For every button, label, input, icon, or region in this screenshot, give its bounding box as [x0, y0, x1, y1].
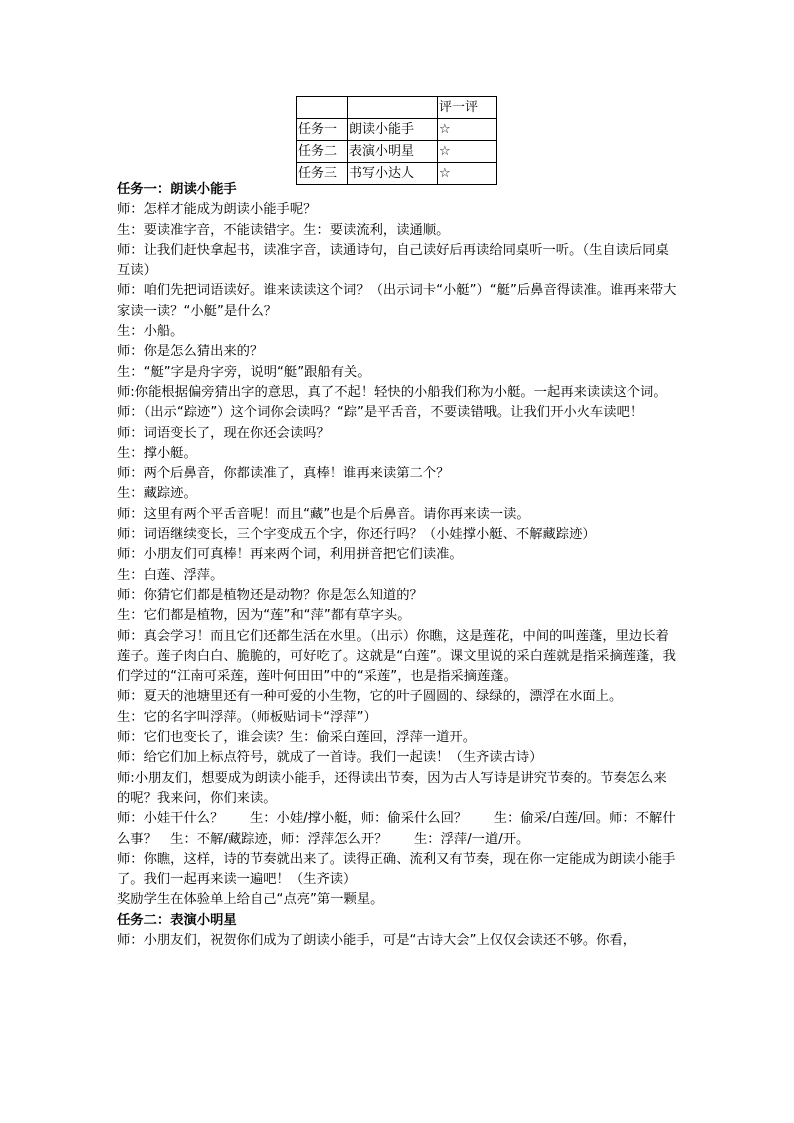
- transcript-paragraph: 生：它们都是植物，因为“莲”和“萍”都有草字头。: [117, 608, 411, 624]
- transcript-paragraph: 师：你猜它们都是植物还是动物？你是怎么知道的？: [117, 587, 423, 603]
- transcript-paragraph: 师：给它们加上标点符号，就成了一首诗。我们一起读！（生齐读古诗）: [117, 750, 543, 766]
- transcript-paragraph: 师：词语变长了，现在你还会读吗？: [117, 425, 330, 441]
- table-cell: [297, 97, 348, 119]
- transcript-paragraph: 师:小朋友们，想要成为朗读小能手，还得读出节奏，因为古人写诗是讲究节奏的。节奏怎么来的呢？我来问，你们来读。: [117, 770, 667, 806]
- table-cell: 任务二: [297, 141, 348, 163]
- transcript-paragraph: 师：让我们赶快拿起书，读准字音，读通诗句，自己读好后再读给同桌听一听。（生自读后同桌互读）: [117, 242, 669, 279]
- transcript-paragraph: 师：夏天的池塘里还有一种可爱的小生物，它的叶子圆圆的、绿绿的，漂浮在水面上。: [117, 689, 623, 705]
- star-rating-cell: ☆: [438, 119, 497, 141]
- transcript-paragraph: 师：咱们先把词语读好。谁来读读这个词？（出示词卡“小艇”）“艇”后鼻音得读准。谁再来带大家读一读？“小艇”是什么？: [117, 283, 677, 319]
- transcript-paragraph: 师:你能根据偏旁猜出字的意思，真了不起！轻快的小船我们称为小艇。一起再来读读这个词。: [117, 384, 667, 400]
- table-cell: 书写小达人: [348, 163, 438, 185]
- transcript-paragraph: 生：要读准字音，不能读错字。生：要读流利，读通顺。: [117, 222, 450, 238]
- transcript-paragraph: 师：（出示“踪迹”）这个词你会读吗？“踪”是平舌音，不要读错哦。让我们开小火车读吧！: [117, 405, 644, 421]
- transcript-paragraph: 师：两个后鼻音，你都读准了，真棒！谁再来读第二个？: [117, 466, 450, 482]
- transcript-paragraph: 师：怎样才能成为朗读小能手呢？: [117, 202, 317, 218]
- transcript-paragraph: 生：它的名字叫浮萍。（师板贴词卡“浮萍”）: [117, 709, 377, 725]
- transcript-paragraph: 师：真会学习！而且它们还都生活在水里。（出示）你瞧，这是莲花，中间的叫莲蓬，里边长着莲子。莲子肉白白、脆脆的，可好吃了。这就是“白莲”。课文里说的采白莲就是指采摘莲蓬，我们学过的“江南可采莲，莲叶何田田”中的“采莲”，也是指采摘莲蓬。: [117, 628, 676, 685]
- transcript-paragraph: 师：这里有两个平舌音呢！而且“藏”也是个后鼻音。请你再来读一读。: [117, 506, 530, 522]
- table-cell: 评一评: [438, 97, 497, 119]
- task-evaluation-table: [296, 96, 497, 185]
- table-cell: 表演小明星: [348, 141, 438, 163]
- table-cell: 任务三: [297, 163, 348, 185]
- transcript-paragraph: 奖励学生在体验单上给自己“点亮”第一颗星。: [117, 892, 384, 908]
- table-row: [297, 119, 497, 141]
- table-row: [297, 141, 497, 163]
- transcript-paragraph: 师：小朋友们，祝贺你们成为了朗读小能手，可是“古诗大会”上仅仅会读还不够。你看，: [117, 932, 637, 948]
- transcript-paragraph: 师：它们也变长了，谁会读？生：偷采白莲回，浮萍一道开。: [117, 730, 477, 746]
- table-cell: [348, 97, 438, 119]
- transcript-paragraph: 师：你是怎么猜出来的？: [117, 344, 264, 360]
- transcript-paragraph: 生：藏踪迹。: [117, 486, 197, 502]
- transcript-paragraph: 生：“艇”字是舟字旁，说明“艇”跟船有关。: [117, 364, 371, 380]
- star-rating-cell: ☆: [438, 163, 497, 185]
- star-rating-cell: ☆: [438, 141, 497, 163]
- transcript-paragraph: 生：白莲、浮萍。: [117, 567, 224, 583]
- table-header-row: [297, 97, 497, 119]
- transcript-paragraph: 生：撑小艇。: [117, 445, 197, 461]
- section-heading: 任务二：表演小明星: [117, 912, 237, 928]
- lesson-transcript: [117, 180, 679, 951]
- transcript-paragraph: 师：你瞧，这样，诗的节奏就出来了。读得正确、流利又有节奏，现在你一定能成为朗读小能手了。我们一起再来读一遍吧！（生齐读）: [117, 851, 676, 888]
- table-cell: 朗读小能手: [348, 119, 438, 141]
- table-cell: 任务一: [297, 119, 348, 141]
- transcript-paragraph: 师：词语继续变长，三个字变成五个字，你还行吗？（小娃撑小艇、不解藏踪迹）: [117, 527, 596, 543]
- transcript-paragraph: 师：小娃干什么？ 生：小娃/撑小艇，师：偷采什么回？ 生：偷采/白莲/回。师：不解什么事？ 生：不解/藏踪迹，师：浮萍怎么开？ 生：浮萍/一道/开。: [117, 811, 676, 847]
- section-heading: 任务一：朗读小能手: [117, 182, 237, 197]
- transcript-paragraph: 生：小船。: [117, 324, 184, 340]
- transcript-paragraph: 师：小朋友们可真棒！再来两个词，利用拼音把它们读准。: [117, 547, 463, 563]
